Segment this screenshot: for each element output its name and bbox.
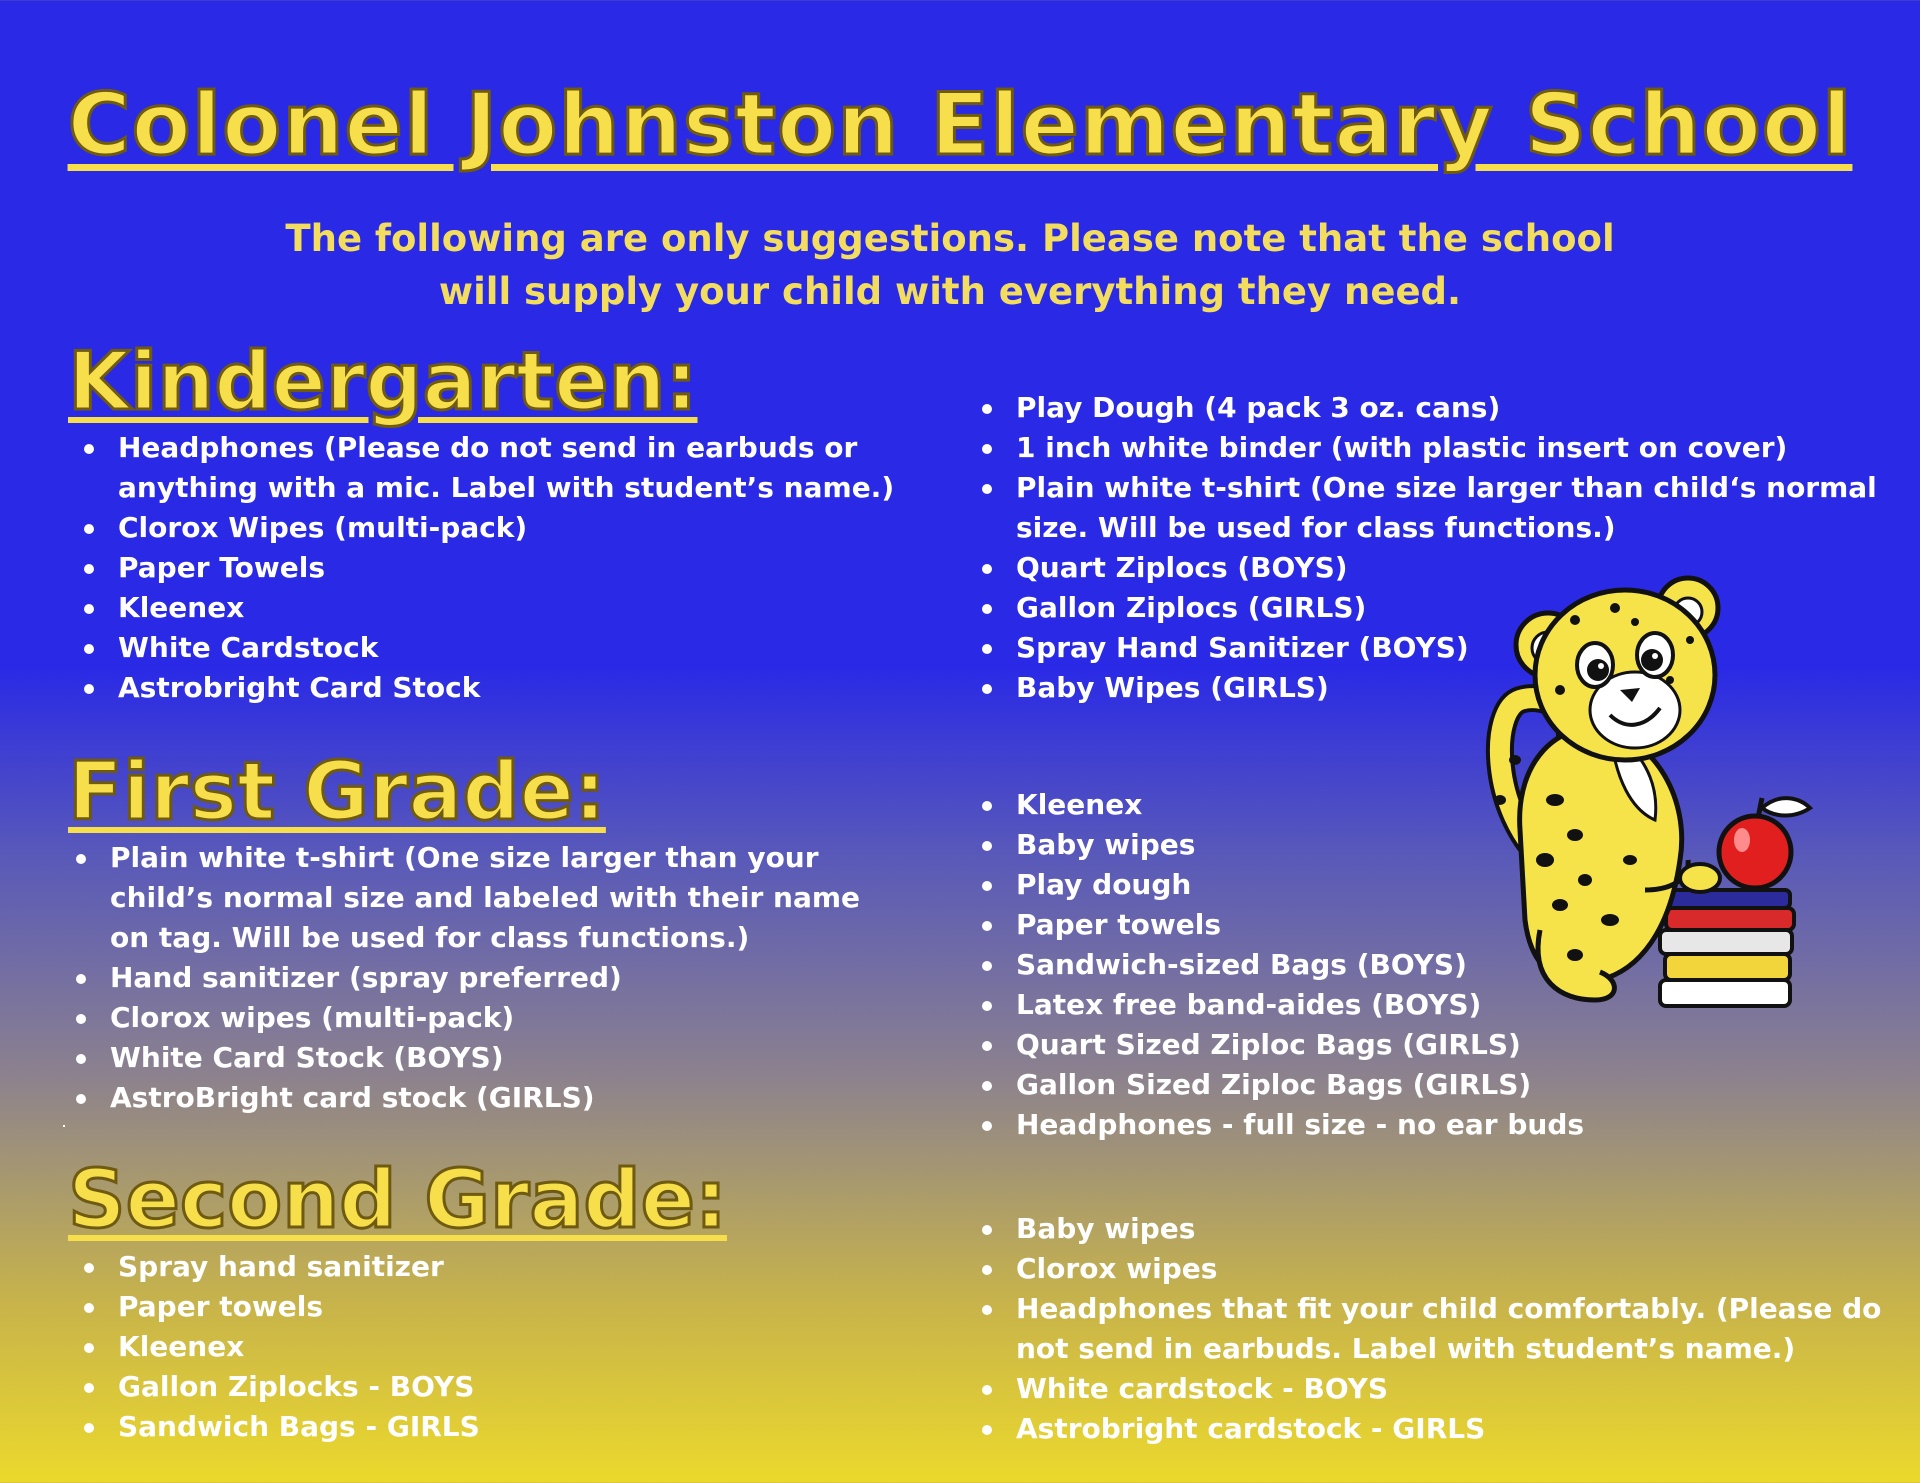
- list-item: Plain white t-shirt (One size larger than your child’s normal size and labeled with their name on tag. Will be used for class functions.): [110, 838, 890, 958]
- first-grade-left-list: [62, 838, 890, 1118]
- list-item: Headphones - full size - no ear buds: [1016, 1105, 1616, 1145]
- list-item: Clorox wipes: [1016, 1249, 1920, 1289]
- list-item: AstroBright card stock (GIRLS): [110, 1078, 890, 1118]
- list-item: Play Dough (4 pack 3 oz. cans): [1016, 388, 1916, 428]
- second-grade-left-list: [70, 1247, 818, 1447]
- subtitle: The following are only suggestions. Please note that the school will supply your child with everything they need.: [285, 217, 1615, 313]
- list-item: Kleenex: [1016, 785, 1616, 825]
- list-item: Clorox Wipes (multi-pack): [118, 508, 978, 548]
- second-grade-heading: Second Grade:: [68, 1153, 727, 1246]
- list-item: Clorox wipes (multi-pack): [110, 998, 890, 1038]
- list-item: Hand sanitizer (spray preferred): [110, 958, 890, 998]
- leopard-mascot-icon: [1370, 560, 1850, 1040]
- list-item: Gallon Ziplocs (GIRLS): [1016, 588, 1916, 628]
- list-item: Baby wipes: [1016, 825, 1616, 865]
- list-item: Spray Hand Sanitizer (BOYS): [1016, 628, 1916, 668]
- list-item: Sandwich Bags - GIRLS: [118, 1407, 818, 1447]
- list-item: Play dough: [1016, 865, 1616, 905]
- list-item: Kleenex: [118, 588, 978, 628]
- list-item: Astrobright Card Stock: [118, 668, 978, 708]
- second-grade-right-list: [968, 1209, 1920, 1449]
- apple-icon: [1719, 798, 1810, 888]
- kindergarten-heading: Kindergarten:: [68, 335, 698, 428]
- first-grade-heading: First Grade:: [68, 745, 606, 838]
- list-item: Kleenex: [118, 1327, 818, 1367]
- list-item: Quart Ziplocs (BOYS): [1016, 548, 1916, 588]
- list-item: Quart Sized Ziploc Bags (GIRLS): [1016, 1025, 1616, 1065]
- stray-dot: [63, 1125, 65, 1127]
- list-item: Baby wipes: [1016, 1209, 1920, 1249]
- list-item: White cardstock - BOYS: [1016, 1369, 1920, 1409]
- list-item: Latex free band-aides (BOYS): [1016, 985, 1616, 1025]
- list-item: White Cardstock: [118, 628, 978, 668]
- page-title: Colonel Johnston Elementary School: [67, 75, 1853, 175]
- kindergarten-left-list: [70, 428, 978, 708]
- list-item: Gallon Ziplocks - BOYS: [118, 1367, 818, 1407]
- list-item: Headphones that fit your child comfortably. (Please do not send in earbuds. Label with student’s name.): [1016, 1289, 1920, 1369]
- leopard-head-icon: [1516, 578, 1718, 760]
- books-icon: [1660, 890, 1794, 1006]
- list-item: White Card Stock (BOYS): [110, 1038, 890, 1078]
- list-item: 1 inch white binder (with plastic insert on cover): [1016, 428, 1916, 468]
- list-item: Sandwich-sized Bags (BOYS): [1016, 945, 1616, 985]
- list-item: Astrobright cardstock - GIRLS: [1016, 1409, 1920, 1449]
- list-item: Headphones (Please do not send in earbuds or anything with a mic. Label with student’s name.): [118, 428, 978, 508]
- list-item: Paper towels: [1016, 905, 1616, 945]
- list-item: Paper Towels: [118, 548, 978, 588]
- list-item: Spray hand sanitizer: [118, 1247, 818, 1287]
- list-item: Plain white t-shirt (One size larger than child‘s normal size. Will be used for class functions.): [1016, 468, 1916, 548]
- list-item: Baby Wipes (GIRLS): [1016, 668, 1916, 708]
- list-item: Gallon Sized Ziploc Bags (GIRLS): [1016, 1065, 1616, 1105]
- list-item: Paper towels: [118, 1287, 818, 1327]
